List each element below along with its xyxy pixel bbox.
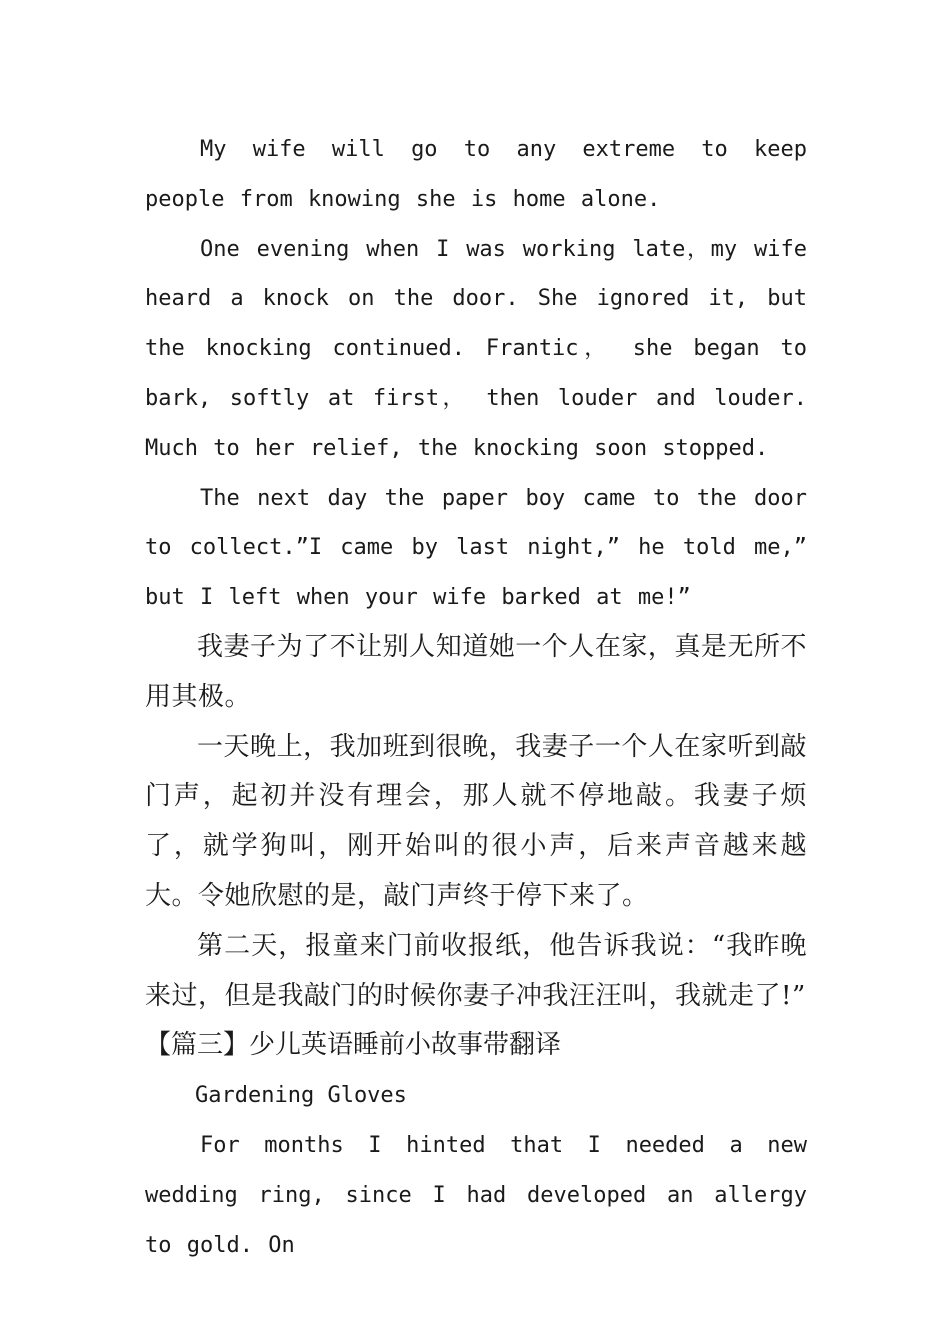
paragraph-en-3: The next day the paper boy came to the door to collect.”I came by last night,” he told me,” but I left when your wife barked at me!” (145, 485, 807, 611)
paragraph-zh-2: 一天晚上，我加班到很晚，我妻子一个人在家听到敲门声，起初并没有理会，那人就不停地敲。我妻子烦了，就学狗叫，刚开始叫的很小声，后来声音越来越大。令她欣慰的是，敲门声终于停下来了。 (145, 731, 807, 911)
paragraph-en-2: One evening when I was working late，my wife heard a knock on the door. She ignored it, but the knocking continued. Frantic， she began to bark, softly at first， then louder and louder. Much to her relief, the knocking soon stopped. (145, 236, 807, 461)
document-body (145, 125, 807, 1270)
paragraph-en-4: For months I hinted that I needed a new wedding ring, since I had developed an allergy to gold. On (145, 1132, 807, 1258)
paragraph-zh-3: 第二天，报童来门前收报纸，他告诉我说：“我昨晚来过，但是我敲门的时候你妻子冲我汪汪叫，我就走了!” (145, 930, 807, 1011)
paragraph-zh-1: 我妻子为了不让别人知道她一个人在家，真是无所不用其极。 (145, 631, 807, 712)
section-heading: 【篇三】少儿英语睡前小故事带翻译 (145, 1030, 562, 1061)
story-title: Gardening Gloves (195, 1083, 407, 1109)
paragraph-en-1: My wife will go to any extreme to keep people from knowing she is home alone. (145, 137, 807, 212)
